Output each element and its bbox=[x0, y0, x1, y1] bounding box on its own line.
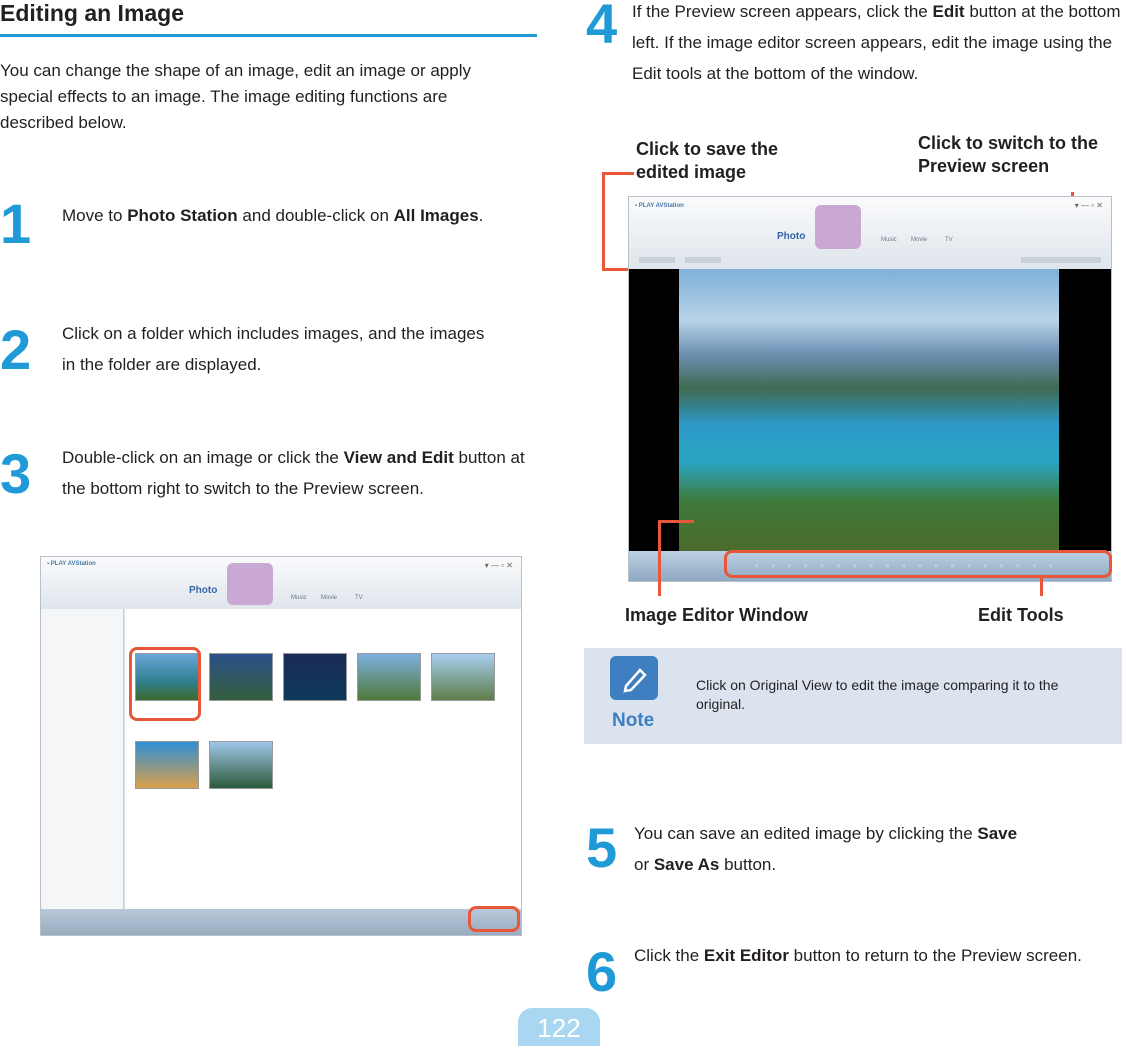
note-pencil-icon bbox=[610, 656, 658, 700]
step-4-text: If the Preview screen appears, click the Edit button at the bottom left. If the image editor screen appears, edit the image using the Edit tools at the bottom of the window. bbox=[632, 2, 1121, 83]
nav-music[interactable]: Music bbox=[881, 237, 897, 243]
nav-music[interactable]: Music bbox=[291, 595, 307, 601]
step-3-text: Double-click on an image or click the View and Edit button at the bottom right to switch to the Preview screen. bbox=[62, 448, 525, 498]
step-6-number: 6 bbox=[586, 940, 618, 1003]
window-controls[interactable]: ▾ — ▫ ✕ bbox=[484, 561, 513, 570]
landscape-photo bbox=[679, 269, 1059, 553]
step-3-number: 3 bbox=[0, 442, 32, 505]
step-5-text: You can save an edited image by clicking the Save or Save As button. bbox=[634, 824, 1018, 874]
preview-switch-buttons[interactable] bbox=[1021, 257, 1101, 263]
edit-tools-highlight bbox=[724, 550, 1112, 578]
callout-editor-window-line bbox=[658, 520, 694, 523]
step-1-number: 1 bbox=[0, 192, 32, 255]
thumbnail-7[interactable] bbox=[209, 741, 273, 789]
app-header bbox=[41, 557, 521, 609]
thumbnail-3[interactable] bbox=[283, 653, 347, 701]
thumbnail-5[interactable] bbox=[431, 653, 495, 701]
callout-save-line bbox=[602, 172, 605, 270]
image-editor-screenshot bbox=[628, 196, 1112, 582]
window-controls[interactable]: ▾ — ▫ ✕ bbox=[1074, 201, 1103, 210]
edit-tool-icons[interactable]: ▫ ▫ ▫ ▫ ▫ ▫ ▫ ▫ ▫ ▫ ▫ ▫ ▫ ▫ ▫ ▫ ▫ ▫ ▫ bbox=[755, 561, 1058, 572]
view-and-edit-button-highlight[interactable] bbox=[468, 906, 520, 932]
nav-tv[interactable]: TV bbox=[945, 237, 953, 243]
pencil-icon bbox=[610, 656, 658, 700]
callout-save: Click to save the edited image bbox=[636, 139, 779, 182]
callout-edit-tools: Edit Tools bbox=[978, 605, 1064, 625]
bottom-bar bbox=[41, 909, 521, 935]
step-2-number: 2 bbox=[0, 318, 32, 381]
selected-image-highlight bbox=[129, 647, 201, 721]
save-as-button[interactable] bbox=[685, 257, 721, 263]
nav-movie[interactable]: Movie bbox=[321, 595, 338, 601]
callout-editor-window-line bbox=[658, 520, 661, 596]
thumbnail-2[interactable] bbox=[209, 653, 273, 701]
editor-header bbox=[629, 197, 1111, 269]
app-tab-photo[interactable]: Photo bbox=[189, 585, 218, 596]
title-rule bbox=[0, 34, 537, 37]
app-logo: ▪ PLAY AVStation bbox=[47, 561, 96, 567]
step-2-text: Click on a folder which includes images, and the images in the folder are displayed. bbox=[62, 324, 485, 374]
intro-paragraph: You can change the shape of an image, edit an image or apply special effects to an image. The image editing functions are described below. bbox=[0, 61, 471, 132]
app-logo: ▪ PLAY AVStation bbox=[635, 203, 684, 209]
callout-switch-preview: Click to switch to the Preview screen bbox=[918, 133, 1099, 176]
thumbnail-4[interactable] bbox=[357, 653, 421, 701]
step-4-number: 4 bbox=[586, 0, 618, 55]
step-1-text: Move to Photo Station and double-click on All Images. bbox=[62, 206, 484, 225]
page-title: Editing an Image bbox=[0, 0, 185, 26]
save-button[interactable] bbox=[639, 257, 675, 263]
photo-camera-icon bbox=[227, 563, 273, 605]
editor-canvas bbox=[629, 269, 1111, 553]
callout-image-editor-window: Image Editor Window bbox=[625, 605, 808, 625]
note-box bbox=[584, 648, 1122, 744]
step-5-number: 5 bbox=[586, 816, 618, 879]
app-tab-photo[interactable]: Photo bbox=[777, 231, 806, 242]
nav-movie[interactable]: Movie bbox=[911, 237, 928, 243]
photo-camera-icon bbox=[815, 205, 861, 249]
photo-station-screenshot bbox=[40, 556, 522, 936]
thumbnail-6[interactable] bbox=[135, 741, 199, 789]
note-text: Click on Original View to edit the image comparing it to the original. bbox=[696, 677, 1059, 712]
nav-tv[interactable]: TV bbox=[355, 595, 363, 601]
callout-edit-tools-line bbox=[1040, 578, 1043, 596]
step-6-text: Click the Exit Editor button to return to the Preview screen. bbox=[634, 946, 1082, 965]
note-label: Note bbox=[612, 710, 655, 731]
directory-tree[interactable] bbox=[41, 609, 124, 909]
page-number: 122 bbox=[518, 1008, 600, 1046]
callout-save-line bbox=[602, 172, 634, 175]
